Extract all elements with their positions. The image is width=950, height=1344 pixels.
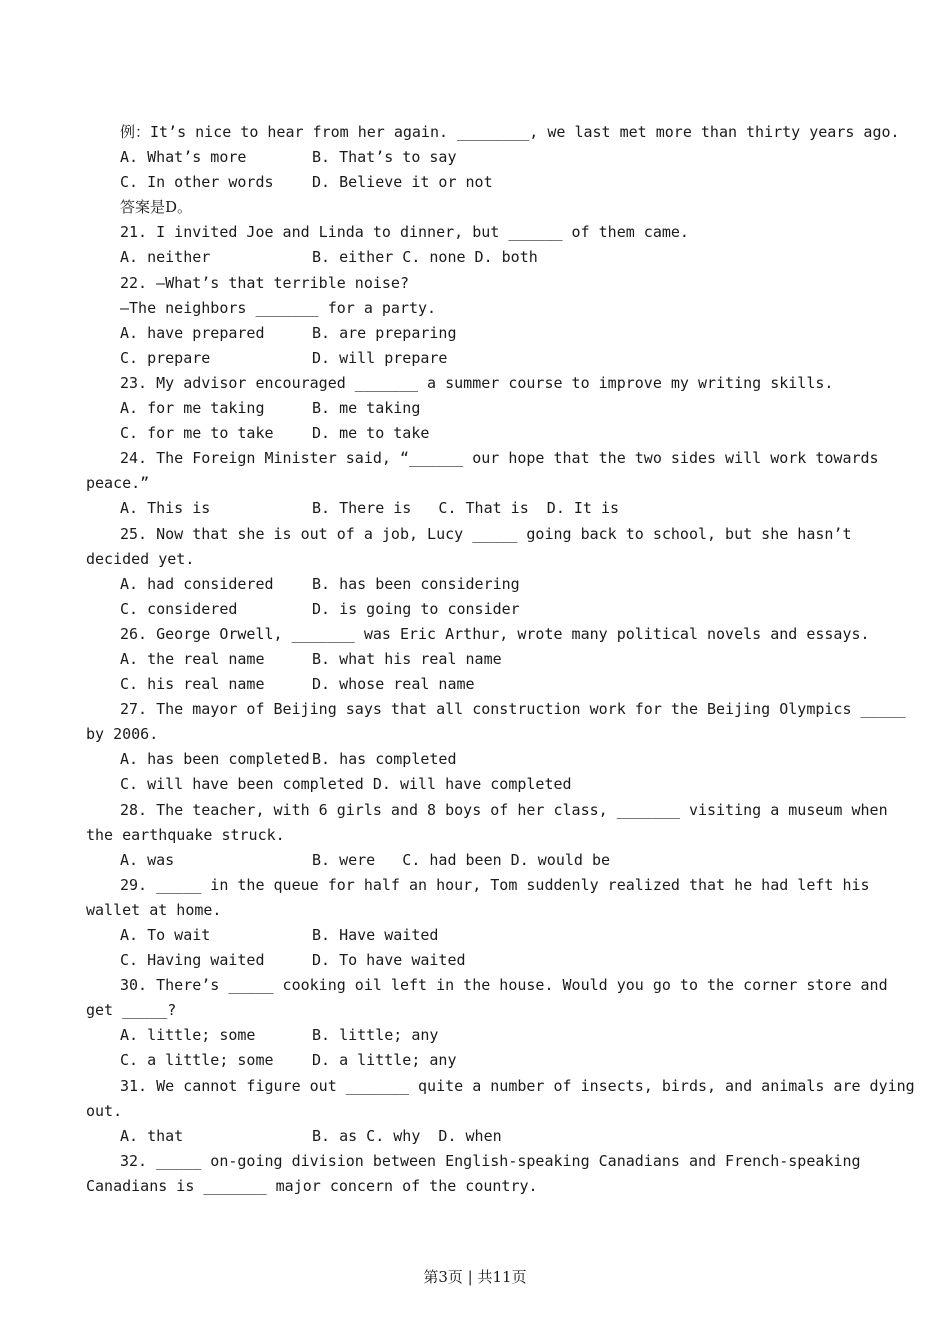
question-stem: wallet at home. (86, 900, 222, 919)
option-row (86, 848, 876, 873)
option-left: C. prepare (120, 348, 211, 367)
question-stem: Canadians is _______ major concern of the country. (86, 1176, 538, 1195)
question-stem: 32. _____ on-going division between English-speaking Canadians and French-speaking (120, 1151, 861, 1170)
option-row (86, 1023, 876, 1048)
question-stem: 24. The Foreign Minister said, “______ our hope that the two sides will work towards (120, 449, 879, 468)
option-right: B. There is C. That is D. It is (312, 499, 620, 518)
option-left: A. had considered (120, 574, 274, 593)
question-stem: 25. Now that she is out of a job, Lucy _____ going back to school, but she hasn’t (120, 524, 852, 543)
option-right: D. a little; any (312, 1051, 457, 1070)
question-stem: 23. My advisor encouraged _______ a summer course to improve my writing skills. (120, 373, 834, 392)
option-left: A. for me taking (120, 399, 265, 418)
question-stem: peace.” (86, 474, 150, 493)
question-stem: by 2006. (86, 725, 159, 744)
option-left: A. have prepared (120, 323, 265, 342)
option-right: B. are preparing (312, 323, 457, 342)
example-option-row (86, 145, 876, 170)
question-stem: 29. _____ in the queue for half an hour, Tom suddenly realized that he had left his (120, 875, 870, 894)
option-row (86, 245, 876, 270)
question-stem: get _____? (86, 1001, 177, 1020)
question-stem: 30. There’s _____ cooking oil left in the house. Would you go to the corner store and (120, 976, 888, 995)
option-row (86, 572, 876, 597)
option-right: B. what his real name (312, 649, 502, 668)
option-left: A. This is (120, 499, 211, 518)
question-stem: 26. George Orwell, _______ was Eric Arthur, wrote many political novels and essays. (120, 624, 870, 643)
page-footer: 第3页 | 共11页 (423, 1268, 527, 1286)
option-row (86, 346, 876, 371)
option-row (86, 421, 876, 446)
question-stem-cont: —The neighbors _______ for a party. (120, 298, 437, 317)
option-row (86, 948, 876, 973)
option-right: D. me to take (312, 424, 430, 443)
question-stem: the earthquake struck. (86, 825, 285, 844)
option-left: C. for me to take (120, 424, 274, 443)
option-right: B. has completed (312, 750, 457, 769)
option-right: B. That’s to say (312, 148, 457, 167)
question-stem: 27. The mayor of Beijing says that all construction work for the Beijing Olympics _____ (120, 700, 906, 719)
example-stem: 例：It’s nice to hear from her again. ________, we last met more than thirty years ago. (120, 123, 900, 141)
option-row (86, 1124, 876, 1149)
option-left: C. In other words (120, 173, 274, 192)
option-row (86, 496, 876, 521)
option-right: D. To have waited (312, 951, 466, 970)
question-stem: decided yet. (86, 549, 195, 568)
option-left: A. neither (120, 248, 211, 267)
option-left: C. Having waited (120, 951, 265, 970)
question-stem: out. (86, 1101, 123, 1120)
option-row (86, 1048, 876, 1073)
option-row (86, 321, 876, 346)
option-row (86, 597, 876, 622)
option-left: C. a little; some (120, 1051, 274, 1070)
question-stem: 22. —What’s that terrible noise? (120, 273, 409, 292)
question-list (86, 120, 915, 1199)
example-option-row (86, 170, 876, 195)
option-left: C. considered (120, 599, 238, 618)
question-stem: 28. The teacher, with 6 girls and 8 boys of her class, _______ visiting a museum when (120, 800, 888, 819)
option-right: D. whose real name (312, 675, 475, 694)
option-left: A. that (120, 1126, 184, 1145)
question-stem: 31. We cannot figure out _______ quite a number of insects, birds, and animals are dying (120, 1076, 915, 1095)
option-right: B. as C. why D. when (312, 1126, 502, 1145)
option-row (86, 396, 876, 421)
option-left: C. will have been completed D. will have completed (120, 775, 572, 794)
question-stem: 21. I invited Joe and Linda to dinner, but ______ of them came. (120, 223, 689, 242)
option-left: A. To wait (120, 926, 211, 944)
option-row (86, 923, 876, 948)
option-right: B. were C. had been D. would be (312, 850, 611, 869)
option-left: A. has been completed (120, 750, 310, 769)
option-left: A. was (120, 850, 175, 869)
option-row (86, 772, 876, 797)
option-right: B. has been considering (312, 574, 520, 593)
option-right: D. Believe it or not (312, 173, 493, 192)
option-left: A. the real name (120, 649, 265, 668)
option-right: D. is going to consider (312, 599, 520, 618)
option-right: B. me taking (312, 399, 421, 418)
option-right: B. little; any (312, 1026, 439, 1045)
option-left: C. his real name (120, 675, 265, 694)
option-left: A. What’s more (120, 148, 247, 167)
option-row (86, 747, 876, 772)
option-row (86, 647, 876, 672)
option-left: A. little; some (120, 1026, 256, 1045)
option-right: B. either C. none D. both (312, 248, 538, 267)
option-row (86, 672, 876, 697)
option-right: D. will prepare (312, 348, 448, 367)
option-right: B. Have waited (312, 926, 439, 944)
example-answer: 答案是D。 (120, 198, 193, 217)
